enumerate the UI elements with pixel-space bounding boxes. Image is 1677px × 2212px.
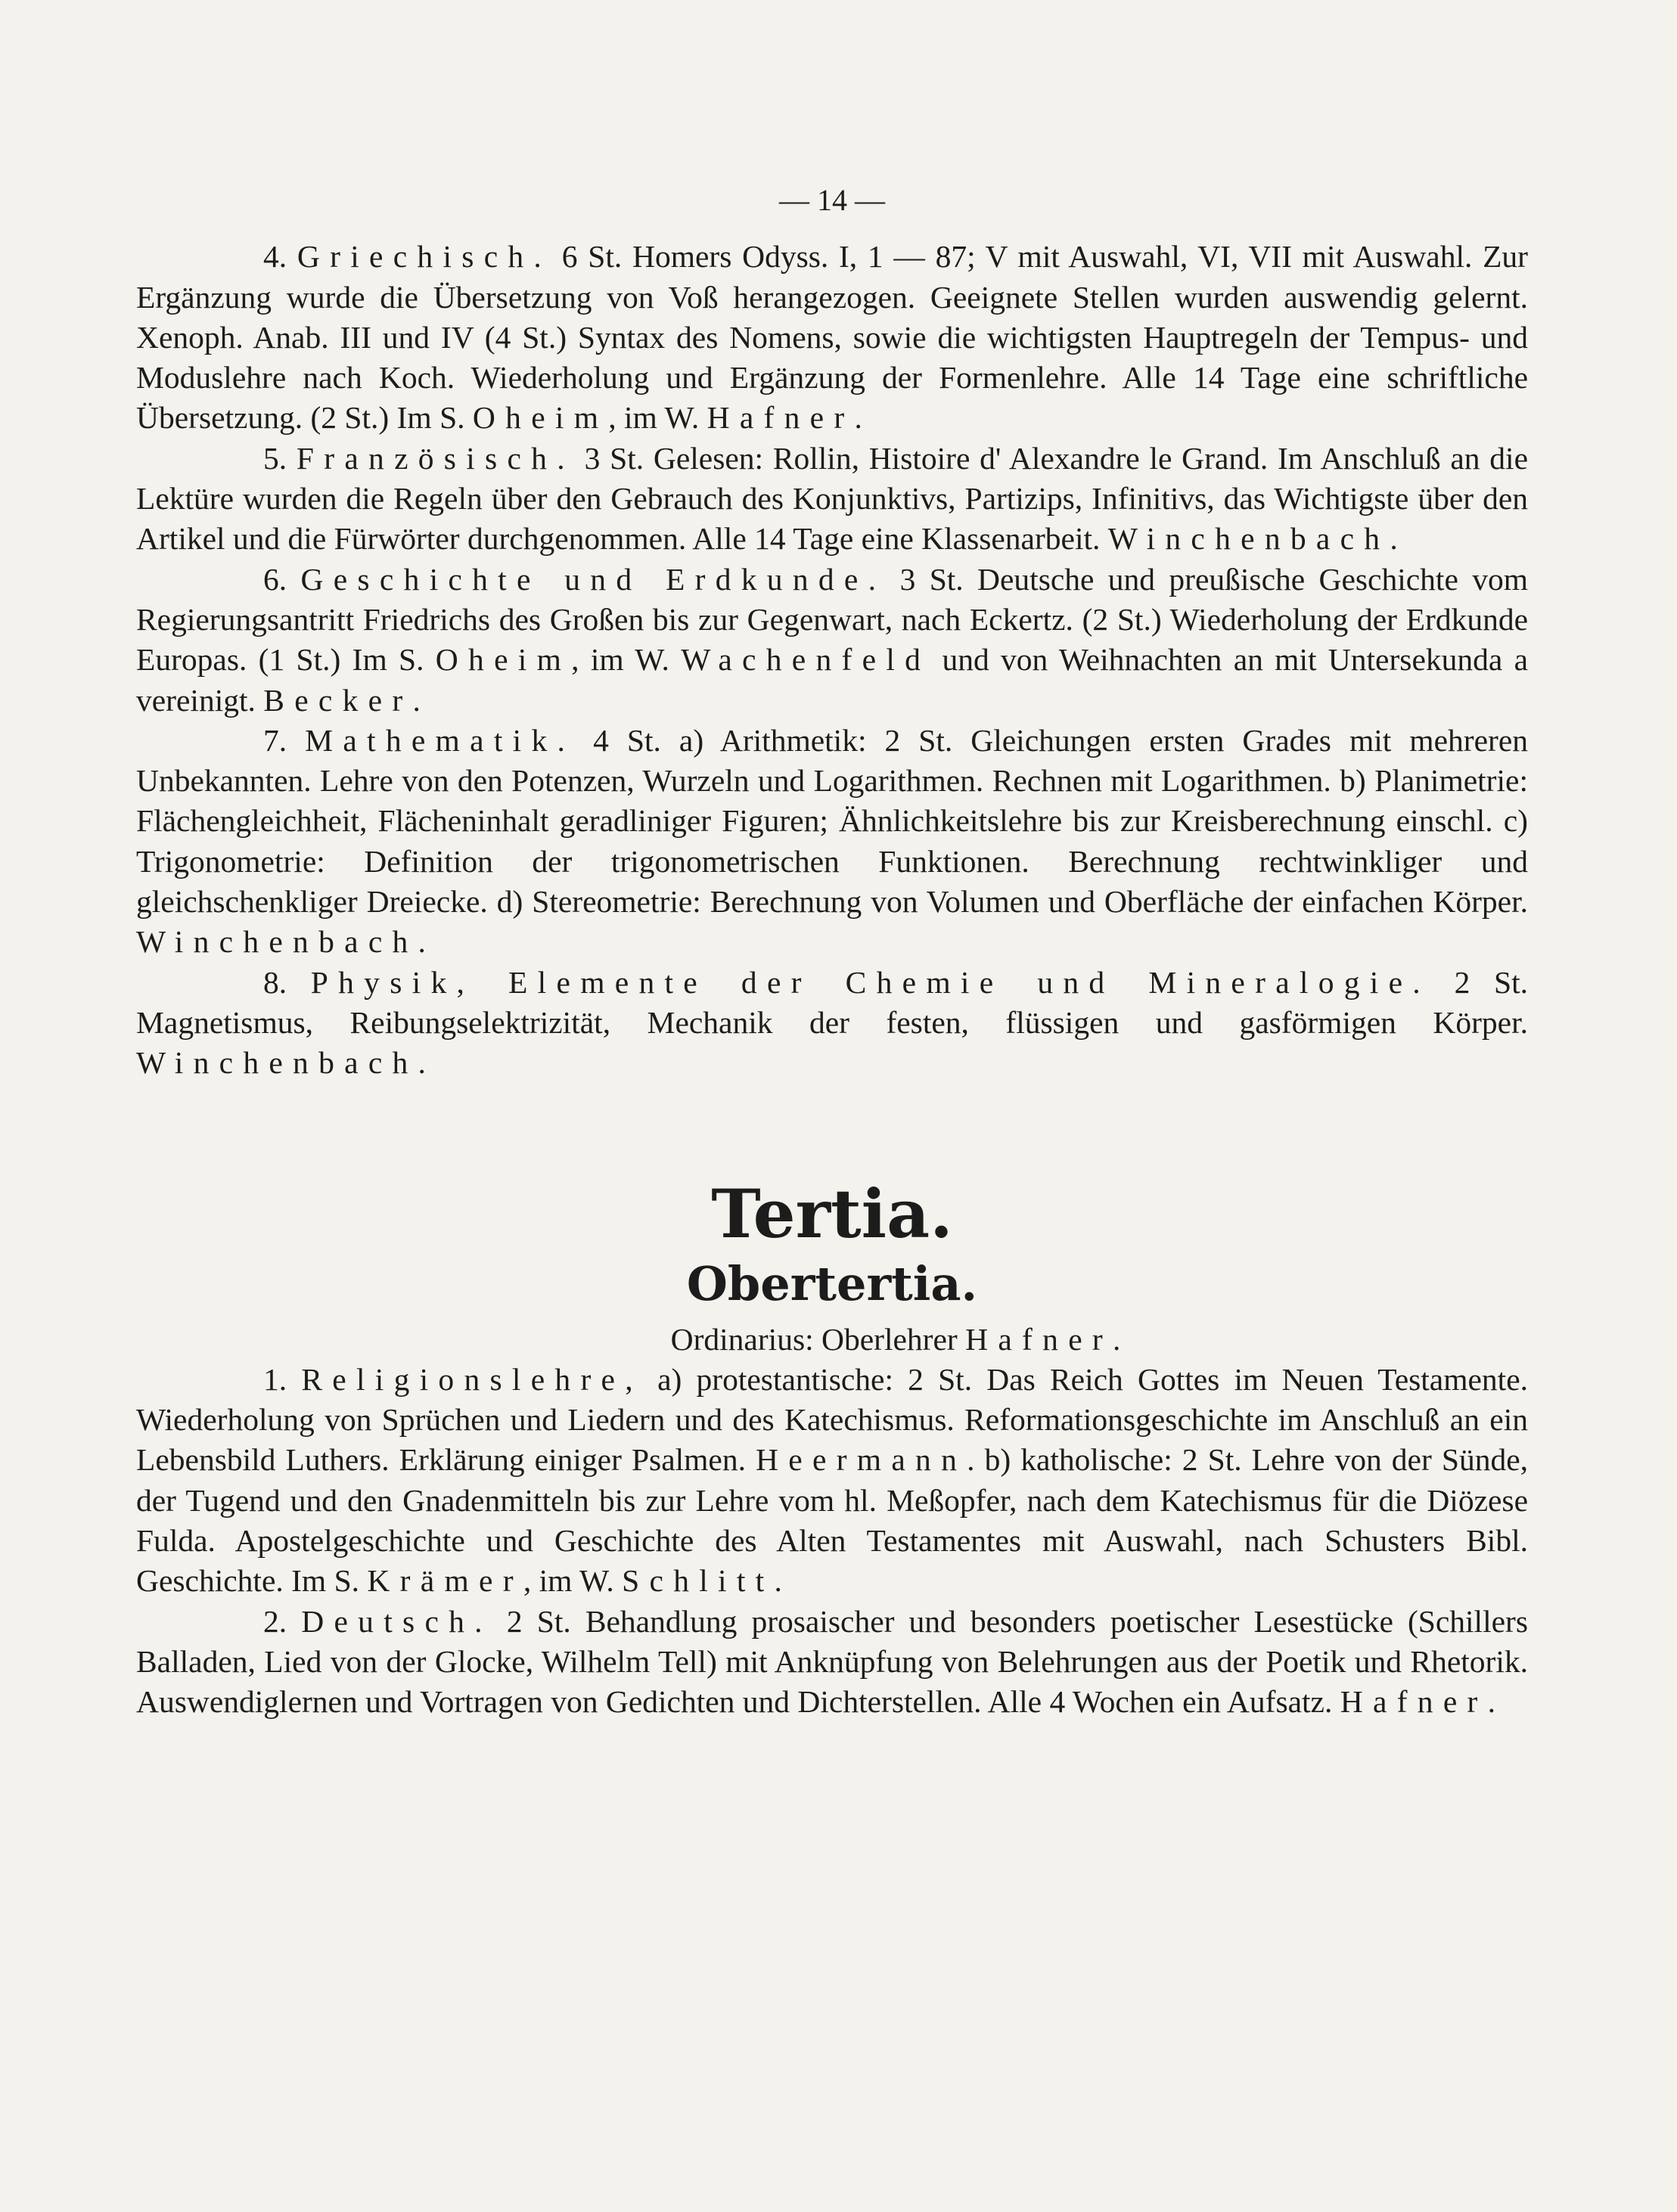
item-number: 4. [263,239,287,275]
paragraph-deutsch [136,1602,1528,1723]
paragraph-text: 2 St. Magnetismus, Reibungselektrizität, Mechanik der festen, flüssigen und gasförmigen Körper. [136,964,1528,1040]
paragraph-text: , im W. [523,1563,623,1599]
paragraph-mathematik [136,721,1528,963]
item-number: 1. [263,1361,287,1397]
teacher-name: Hafner [707,400,855,436]
subject-title: Deutsch. [301,1603,492,1639]
paragraph-text: . [418,1045,426,1081]
teacher-name: Winchenbach [136,924,418,960]
teacher-name: Winchenbach [1107,521,1390,557]
paragraph-text: , im W. [571,642,682,678]
section-heading-obertertia: Obertertia. [686,1255,978,1311]
teacher-name: Krämer [367,1563,523,1599]
paragraph-religion [136,1360,1528,1602]
paragraph-text: . [1390,521,1398,557]
subject-title: Französisch. [296,440,575,476]
paragraph-text: . [1487,1684,1495,1720]
item-number: 2. [263,1603,287,1639]
document-page [136,180,1528,1723]
teacher-name: Wachenfeld [681,642,931,678]
teacher-name: Becker [263,682,413,718]
item-number: 7. [263,722,287,758]
page-number: — 14 — [779,183,885,217]
teacher-name: Oheim [435,642,572,678]
ordinarius-label: Ordinarius: Oberlehrer [670,1321,966,1357]
paragraph-text: 3 St. Gelesen: Rollin, Histoire d' Alexandre le Grand. Im Anschluß an die Lektüre wurden die Regeln über den Gebrauch des Konjunktivs, Partizips, Infinitivs, das Wichtigste über den Artikel und die Fürwörter durchgenommen. Alle 14 Tage eine Klassenarbeit. [136,440,1529,557]
paragraph-franzoesisch [136,439,1528,560]
paragraph-text: , im W. [608,400,707,436]
teacher-name: Winchenbach [136,1045,418,1081]
paragraph-physik [136,963,1528,1084]
paragraph-text: 4 St. a) Arithmetik: 2 St. Gleichungen ersten Grades mit mehreren Unbekannten. Lehre von den Potenzen, Wurzeln und Logarithmen. Rechnen mit Logarithmen. b) Planimetrie: Flächengleichheit, Flächeninhalt geradliniger Figuren; Ähnlichkeitslehre bis zur Kreisberechnung einschl. c) Trigonometrie: Definition der trigonometrischen Funktionen. Berechnung rechtwinkliger und gleichschenkliger Dreiecke. d) Stereometrie: Berechnung von Volumen und Oberfläche der einfachen Körper. [136,722,1528,920]
teacher-name: Hafner [1340,1684,1488,1720]
teacher-name: Hafner [965,1321,1113,1357]
subject-title: Physik, Elemente der Chemie und Mineralogie. [310,964,1430,1000]
teacher-name: Oheim [472,400,609,436]
item-number: 8. [263,964,287,1000]
paragraph-text: . [774,1563,782,1599]
paragraph-text: 3 St. Deutsche und preußische Geschichte vom Regierungsantritt Friedrichs des Großen bis zur Gegenwart, nach Eckertz. (2 St.) Wiederholung der Erdkunde Europas. (1 St.) Im S. [136,561,1528,678]
paragraph-text: 6 St. Homers Odyss. I, 1 — 87; V mit Auswahl, VI, VII mit Auswahl. Zur Ergänzung wurde die Übersetzung von Voß herangezogen. Geeignete Stellen wurden auswendig gelernt. Xenoph. Anab. III und IV (4 St.) Syntax des Nomens, sowie die wichtigsten Hauptregeln der Tempus- und Moduslehre nach Koch. Wiederholung und Ergänzung der Formenlehre. Alle 14 Tage eine schriftliche Übersetzung. (2 St.) Im S. [136,239,1529,436]
paragraph-text: und von Weihnachten an mit Untersekunda a vereinigt. [136,642,1529,718]
item-number: 6. [263,561,287,597]
item-number: 5. [263,440,287,476]
paragraph-geschichte [136,560,1528,721]
subject-title: Geschichte und Erdkunde. [300,561,887,597]
teacher-name: Schlitt [622,1563,775,1599]
ordinarius-line [136,1320,1528,1360]
subject-title: Griechisch. [297,239,552,275]
paragraph-text: . [854,400,862,436]
subject-title: Religionslehre, [301,1361,643,1397]
paragraph-text: . b) katholische: 2 St. Lehre von der Sünde, der Tugend und den Gnadenmitteln bis zur Lehre vom hl. Meßopfer, nach dem Katechismus für die Diözese Fulda. Apostelgeschichte und Geschichte des Alten Testamentes mit Auswahl, nach Schusters Bibl. Geschichte. Im S. [136,1442,1528,1599]
paragraph-griechisch [136,237,1528,438]
subject-title: Mathematik. [305,722,576,758]
paragraph-text: . [1113,1321,1121,1357]
paragraph-text: a) protestantische: 2 St. Das Reich Gottes im Neuen Testamente. Wiederholung von Sprüchen und Liedern und des Katechismus. Reformationsgeschichte im Anschluß an ein Lebensbild Luthers. Erklärung einiger Psalmen. [136,1361,1528,1478]
paragraph-text: . [418,924,426,960]
paragraph-text: 2 St. Behandlung prosaischer und besonders poetischer Lesestücke (Schillers Balladen, Lied von der Glocke, Wilhelm Tell) mit Anknüpfung von Belehrungen aus der Poetik und Rhetorik. Auswendiglernen und Vortragen von Gedichten und Dichterstellen. Alle 4 Wochen ein Aufsatz. [136,1603,1529,1720]
teacher-name: Heermann [756,1442,967,1478]
paragraph-text: . [412,682,421,718]
section-heading-tertia: Tertia. [711,1174,953,1253]
